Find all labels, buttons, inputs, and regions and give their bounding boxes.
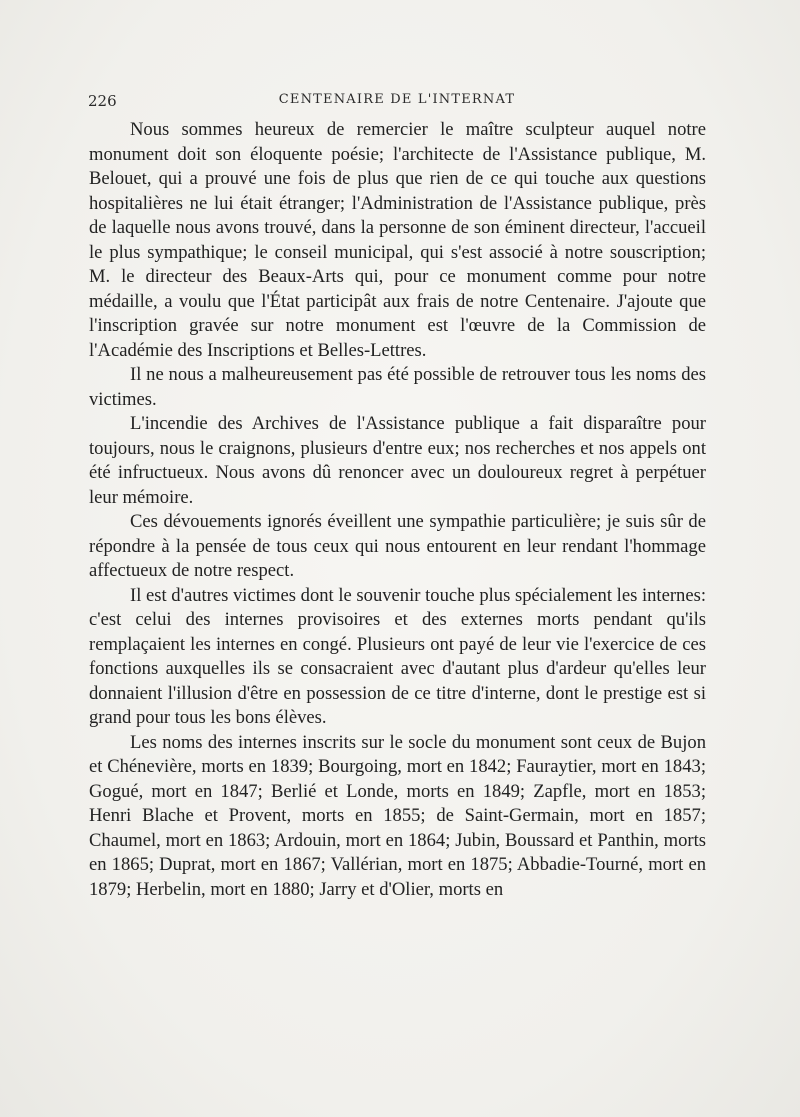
paragraph-acknowledgements: Nous sommes heureux de remercier le maître sculpteur auquel notre monument doit son éloquente poésie; l'architecte de l'Assistance publique, M. Belouet, qui a prouvé une fois de plus que rien de ce qui touche aux questions hospitalières ne lui était étranger; l'Administration de l'Assistance publique, près de laquelle nous avons trouvé, dans la personne de son éminent directeur, l'accueil le plus sympathique; le conseil municipal, qui s'est associé à notre souscription; M. le directeur des Beaux-Arts qui, pour ce monument comme pour notre médaille, a voulu que l'État participât aux frais de notre Centenaire. J'ajoute que l'inscription gravée sur notre monument est l'œuvre de la Commission de l'Académie des Inscriptions et Belles-Lettres. xyxy=(89,119,706,361)
paragraph-names-lost: Il ne nous a malheureusement pas été possible de retrouver tous les noms des victimes. xyxy=(89,364,706,410)
page-header xyxy=(88,88,706,112)
running-title: CENTENAIRE DE L'INTERNAT xyxy=(278,92,516,107)
page-number: 226 xyxy=(88,92,117,110)
paragraph-archives-fire: L'incendie des Archives de l'Assistance publique a fait disparaître pour toujours, nous le craignons, plusieurs d'entre eux; nos recherches et nos appels ont été infructueux. Nous avons dû renoncer avec un douloureux regret à perpétuer leur mémoire. xyxy=(89,413,706,508)
paragraph-other-victims: Il est d'autres victimes dont le souvenir touche plus spécialement les internes: c'est celui des internes provisoires et des externes morts pendant qu'ils remplaçaient les internes en congé. Plusieurs ont payé de leur vie l'exercice de ces fonctions auxquelles ils se consacraient avec d'autant plus d'ardeur qu'elles leur donnaient l'illusion d'être en possession de ce titre d'interne, dont le prestige est si grand pour tous les bons élèves. xyxy=(89,584,706,728)
paragraph-monument-names: Les noms des internes inscrits sur le socle du monument sont ceux de Bujon et Chénevière, morts en 1839; Bourgoing, mort en 1842; Fauraytier, mort en 1843; Gogué, mort en 1847; Berlié et Londe, morts en 1849; Zapfle, mort en 1853; Henri Blache et Provent, morts en 1855; de Saint-Germain, mort en 1857; Chaumel, mort en 1863; Ardouin, mort en 1864; Jubin, Boussard et Panthin, morts en 1865; Duprat, mort en 1867; Vallérian, mort en 1875; Abbadie-Tourné, mort en 1879; Herbelin, mort en 1880; Jarry et d'Olier, morts en xyxy=(89,731,706,900)
body-text xyxy=(89,118,706,902)
paragraph-sympathy: Ces dévouements ignorés éveillent une sympathie particulière; je suis sûr de répondre à la pensée de tous ceux qui nous entourent en leur rendant l'hommage affectueux de notre respect. xyxy=(89,511,706,581)
